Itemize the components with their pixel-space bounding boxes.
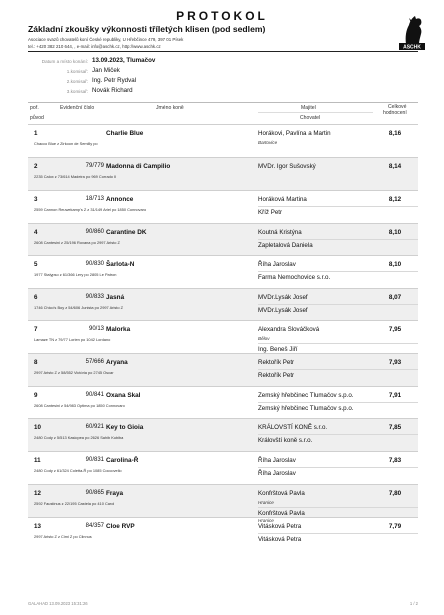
row-horse-name: Carolina-Ř	[106, 457, 139, 464]
page-subtitle: Základní zkoušky výkonnosti tříletých klisen (pod sedlem)	[28, 24, 266, 34]
table-row	[28, 353, 418, 386]
row-pedigree: Chacco Blue z Zirkoon de Semilly po	[34, 141, 98, 146]
meta-judge1-value: Jan Miček	[92, 67, 120, 74]
row-inner-divider	[258, 434, 418, 435]
row-horse-name: Aryana	[106, 359, 128, 366]
meta-judge2-label: 2.komisař:	[66, 78, 88, 84]
row-score: 8,12	[388, 196, 402, 203]
row-score: 7,85	[388, 424, 402, 431]
row-score: 8,07	[388, 294, 402, 301]
row-horse-name: Jasná	[106, 294, 125, 301]
row-pedigree: 2559 Cannon Reuwekamp's Z z 31/149 Ariel po 1850 Connovaro	[34, 207, 147, 212]
row-owner: MVDr. Igor Sušovský	[258, 162, 316, 170]
col-hodnoceni: hodnocení	[383, 110, 407, 116]
col-por: poř.	[30, 105, 39, 111]
row-breeder: Farma Nemochovice s.r.o.	[258, 274, 331, 281]
row-evidencni-cislo: 90/13	[88, 326, 104, 332]
meta-date-row	[28, 56, 328, 66]
meta-judge2-row	[28, 76, 328, 86]
aschk-logo	[397, 13, 427, 51]
row-evidencni-cislo: 90/830	[85, 261, 104, 267]
row-score: 8,10	[388, 261, 402, 268]
col-celkove: Celkové	[388, 104, 407, 110]
row-breeder: Zapletalová Daniela	[258, 242, 313, 249]
row-owner: Konfrštová Pavla	[258, 489, 305, 497]
row-evidencni-cislo: 90/831	[85, 457, 104, 463]
table-row	[28, 124, 418, 157]
col-puvod: původ	[30, 115, 44, 121]
row-poradi: 8	[34, 359, 38, 366]
row-score: 7,83	[388, 457, 402, 464]
association-contact: tel.: +420 382 210 644, , e-mail: info@aschk.cz, http://www.aschk.cz	[28, 43, 161, 49]
row-evidencni-cislo: 57/666	[85, 359, 104, 365]
table-row	[28, 157, 418, 190]
row-pedigree: 2608 Cantesini z 54/983 Optima po 1850 Connovaro	[34, 403, 125, 408]
table-header-mid-line	[258, 112, 373, 113]
meta-date-label: Datum a místo konání:	[41, 58, 88, 64]
meta-judge2-value: Ing. Petr Rydval	[92, 77, 137, 84]
meta-judge3-row	[28, 86, 328, 96]
meta-judge3-label: 3.komisař:	[66, 88, 88, 94]
row-owner: Horáková Martina	[258, 195, 307, 203]
row-score: 7,79	[388, 523, 402, 530]
row-owner: MVDr.Lysák Josef	[258, 293, 308, 301]
row-poradi: 10	[34, 424, 41, 431]
row-evidencni-cislo: 84/357	[85, 523, 104, 529]
row-pedigree: 2997 Aristo Z z 58/552 Victória po 2745 Oscar	[34, 370, 114, 375]
row-owner: Horákovi, Pavlína a Martin	[258, 129, 331, 137]
row-inner-divider	[258, 206, 418, 207]
table-row	[28, 190, 418, 223]
row-inner-divider	[258, 343, 418, 344]
footer-page-number: 1 / 2	[409, 601, 418, 606]
table-row	[28, 484, 418, 523]
row-evidencni-cislo: 90/833	[85, 294, 104, 300]
row-inner-divider	[258, 402, 418, 403]
row-owner: KRÁLOVSTÍ KONĚ s.r.o.	[258, 423, 328, 431]
row-breeder: Vitásková Petra	[258, 536, 302, 543]
row-breeder: MVDr.Lysák Josef	[258, 307, 308, 314]
row-poradi: 12	[34, 490, 41, 497]
row-breeder-place: Hranice	[258, 518, 274, 523]
row-owner-place: Bartovice	[258, 140, 278, 145]
table-row	[28, 223, 418, 255]
page-title: PROTOKOL	[176, 9, 268, 23]
meta-judge1-row	[28, 66, 328, 76]
table-row	[28, 418, 418, 451]
row-score: 8,14	[388, 163, 402, 170]
row-poradi: 4	[34, 229, 38, 236]
row-poradi: 1	[34, 130, 38, 137]
page-footer	[28, 601, 418, 606]
row-evidencni-cislo: 18/713	[85, 196, 104, 202]
row-owner-place: Hranice	[258, 500, 274, 505]
table-row	[28, 255, 418, 288]
row-horse-name: Malorka	[106, 326, 131, 333]
row-poradi: 9	[34, 392, 38, 399]
row-pedigree: 2608 Cantesini z 25/196 Roxana po 2997 Aristo Z	[34, 240, 120, 245]
row-poradi: 7	[34, 326, 38, 333]
footer-left: GALAHAD 13.09.2023 15:31:26	[28, 601, 88, 606]
meta-info	[28, 56, 328, 96]
row-breeder: Ing. Beneš Jiří	[258, 346, 298, 353]
row-horse-name: Madonna di Campilio	[106, 163, 171, 170]
table-row	[28, 386, 418, 418]
row-evidencni-cislo: 90/865	[85, 490, 104, 496]
row-inner-divider	[258, 507, 418, 508]
row-owner: Zemský hřebčinec Tlumačov s.p.o.	[258, 391, 354, 399]
meta-judge1-label: 1.komisař:	[66, 68, 88, 74]
row-owner: Koutná Kristýna	[258, 228, 302, 236]
row-poradi: 2	[34, 163, 38, 170]
row-breeder: Kříž Petr	[258, 209, 283, 216]
row-horse-name: Key to Gioia	[106, 424, 144, 431]
row-evidencni-cislo: 90/841	[85, 392, 104, 398]
row-evidencni-cislo: 60/921	[85, 424, 104, 430]
row-breeder: Konfrštová Pavla	[258, 510, 305, 517]
row-inner-divider	[258, 271, 418, 272]
row-poradi: 5	[34, 261, 38, 268]
row-pedigree: 2997 Aristo Z z Cimi Z po Clinnus	[34, 534, 92, 539]
row-owner-place: Bělov	[258, 336, 270, 341]
row-horse-name: Oxana Skal	[106, 392, 141, 399]
table-row	[28, 451, 418, 484]
meta-judge3-value: Novák Richard	[92, 87, 133, 94]
row-breeder: Královští koně s.r.o.	[258, 437, 313, 444]
row-pedigree: 2235 Calox z 73/614 Madeira po 969 Corrado II	[34, 174, 117, 179]
row-inner-divider	[258, 304, 418, 305]
col-jmeno-kone: Jméno koně	[156, 105, 184, 111]
header-divider	[28, 51, 418, 52]
row-horse-name: Carantine DK	[106, 229, 147, 236]
row-score: 8,10	[388, 229, 402, 236]
row-poradi: 6	[34, 294, 38, 301]
row-score: 7,91	[388, 392, 402, 399]
row-horse-name: Annonce	[106, 196, 134, 203]
col-majitel: Majitel	[301, 105, 316, 111]
row-poradi: 13	[34, 523, 41, 530]
row-horse-name: Fraya	[106, 490, 124, 497]
row-pedigree: Lamaze TN z 79/77 Lorien po 1042 Lordano	[34, 337, 111, 342]
row-pedigree: 2480 Cody z 5/513 Kasiopea po 2626 Sahib Kubiba	[34, 435, 124, 440]
row-inner-divider	[258, 369, 418, 370]
meta-date-value: 13.09.2023, Tlumačov	[92, 57, 156, 64]
row-horse-name: Charlie Blue	[106, 130, 144, 137]
row-pedigree: 1746 Chico's Boy z 54/606 Junista po 2997 Aristo Z	[34, 305, 123, 310]
row-pedigree: 2592 Faustinus z 22/195 Castela po 410 Carol	[34, 501, 115, 506]
row-owner: Rektořík Petr	[258, 358, 295, 366]
row-score: 7,80	[388, 490, 402, 497]
row-owner: Říha Jaroslav	[258, 456, 296, 464]
row-breeder: Rektořík Petr	[258, 372, 295, 379]
row-breeder: Říha Jaroslav	[258, 470, 296, 477]
col-evidencni-cislo: Evidenční číslo	[60, 105, 95, 111]
table-header	[28, 102, 418, 124]
row-score: 7,95	[388, 326, 402, 333]
row-inner-divider	[258, 239, 418, 240]
row-inner-divider	[258, 467, 418, 468]
row-horse-name: Cloe RVP	[106, 523, 135, 530]
row-evidencni-cislo: 79/779	[85, 163, 104, 169]
table-header-top-line	[28, 102, 418, 103]
row-pedigree: 2480 Cody z 61/324 Coletta-Ř po 1085 Coccovello	[34, 468, 122, 473]
row-pedigree: 1977 Stalypso z 61/366 Lery po 2805 Le Patron	[34, 272, 117, 277]
row-score: 7,93	[388, 359, 402, 366]
logo-text: ASCHK	[403, 44, 421, 51]
table-row	[28, 320, 418, 353]
row-score: 8,16	[388, 130, 402, 137]
col-chovatel: Chovatel	[300, 114, 321, 121]
row-owner: Vitásková Petra	[258, 522, 302, 530]
row-evidencni-cislo: 90/860	[85, 229, 104, 235]
table-row	[28, 517, 418, 567]
row-breeder: Zemský hřebčinec Tlumačov s.p.o.	[258, 405, 354, 412]
row-horse-name: Šarlota-N	[106, 261, 135, 268]
row-owner: Říha Jaroslav	[258, 260, 296, 268]
row-poradi: 3	[34, 196, 38, 203]
row-inner-divider	[258, 533, 418, 534]
row-owner: Alexandra Slováčková	[258, 325, 320, 333]
table-row	[28, 288, 418, 320]
row-poradi: 11	[34, 457, 41, 464]
association-address: Asociace svazů chovatelů koní České republiky, U Hřebčince 479, 397 01 Písek	[28, 37, 184, 42]
